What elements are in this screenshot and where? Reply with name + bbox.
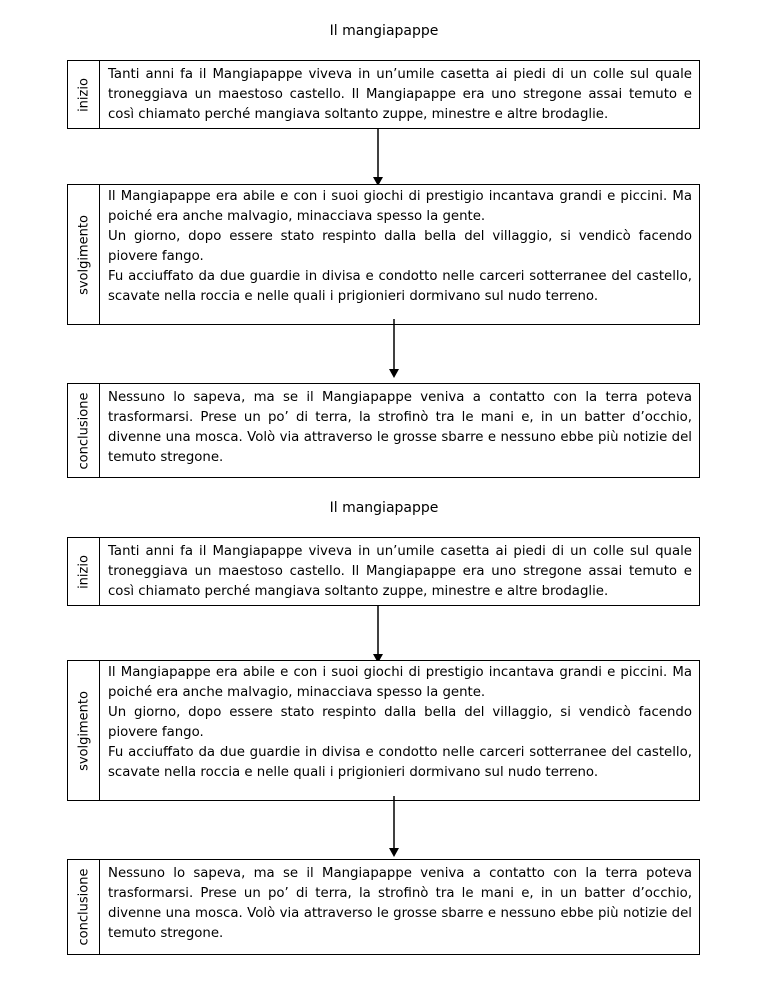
conclusione-box: [67, 383, 700, 478]
svolgimento-box: [67, 184, 700, 325]
svolgimento-label-cell: [68, 661, 100, 800]
svolgimento-text: [108, 187, 692, 307]
svolgimento-paragraph-3: Fu acciuffato da due guardie in divisa e condotto nelle carceri sotterranee del castello, scavate nella roccia e nelle quali i prigionieri dormivano sul nudo terreno.: [108, 269, 692, 304]
svolgimento-paragraph-3: Fu acciuffato da due guardie in divisa e condotto nelle carceri sotterranee del castello, scavate nella roccia e nelle quali i prigionieri dormivano sul nudo terreno.: [108, 745, 692, 780]
svolgimento-label: svolgimento: [76, 690, 91, 771]
svolgimento-box: [67, 660, 700, 801]
conclusione-label: conclusione: [76, 868, 91, 946]
inizio-label: inizio: [76, 554, 91, 589]
conclusione-box: [67, 859, 700, 955]
arrow-down-icon: [370, 606, 386, 664]
inizio-paragraph: Tanti anni fa il Mangiapappe viveva in un’umile casetta ai piedi di un colle sul quale troneggiava un maestoso castello. Il Mangiapappe era uno stregone assai temuto e così chiamato perché mangiava soltanto zuppe, minestre e altre brodaglie.: [108, 544, 692, 599]
svolgimento-paragraph-2: Un giorno, dopo essere stato respinto dalla bella del villaggio, si vendicò facendo piovere fango.: [108, 229, 692, 264]
inizio-label-cell: [68, 61, 100, 128]
arrow-down-icon: [386, 319, 402, 379]
inizio-box: [67, 537, 700, 606]
page-title: Il mangiapappe: [329, 23, 439, 39]
conclusione-label: conclusione: [76, 392, 91, 469]
inizio-text: [108, 542, 692, 602]
svolgimento-paragraph-1: Il Mangiapappe era abile e con i suoi giochi di prestigio incantava grandi e piccini. Ma poiché era anche malvagio, minacciava spesso la gente.: [108, 665, 692, 700]
conclusione-label-cell: [68, 384, 100, 477]
inizio-label: inizio: [76, 77, 91, 112]
arrow-down-icon: [370, 129, 386, 187]
svolgimento-paragraph-2: Un giorno, dopo essere stato respinto dalla bella del villaggio, si vendicò facendo piovere fango.: [108, 705, 692, 740]
conclusione-paragraph: Nessuno lo sapeva, ma se il Mangiapappe veniva a contatto con la terra poteva trasformarsi. Prese un po’ di terra, la strofinò tra le mani e, in un batter d’occhio, divenne una mosca. Volò via attraverso le grosse sbarre e nessuno ebbe più notizie del temuto stregone.: [108, 390, 692, 465]
inizio-paragraph: Tanti anni fa il Mangiapappe viveva in un’umile casetta ai piedi di un colle sul quale troneggiava un maestoso castello. Il Mangiapappe era uno stregone assai temuto e così chiamato perché mangiava soltanto zuppe, minestre e altre brodaglie.: [108, 67, 692, 122]
svolgimento-text: [108, 663, 692, 783]
inizio-box: [67, 60, 700, 129]
inizio-label-cell: [68, 538, 100, 605]
conclusione-text: [108, 388, 692, 468]
svolgimento-label-cell: [68, 185, 100, 324]
arrow-down-icon: [386, 796, 402, 858]
conclusione-paragraph: Nessuno lo sapeva, ma se il Mangiapappe veniva a contatto con la terra poteva trasformarsi. Prese un po’ di terra, la strofinò tra le mani e, in un batter d’occhio, divenne una mosca. Volò via attraverso le grosse sbarre e nessuno ebbe più notizie del temuto stregone.: [108, 866, 692, 941]
svolgimento-label: svolgimento: [76, 214, 91, 295]
conclusione-text: [108, 864, 692, 944]
page-title: Il mangiapappe: [329, 500, 439, 516]
svolgimento-paragraph-1: Il Mangiapappe era abile e con i suoi giochi di prestigio incantava grandi e piccini. Ma poiché era anche malvagio, minacciava spesso la gente.: [108, 189, 692, 224]
inizio-text: [108, 65, 692, 125]
conclusione-label-cell: [68, 860, 100, 954]
